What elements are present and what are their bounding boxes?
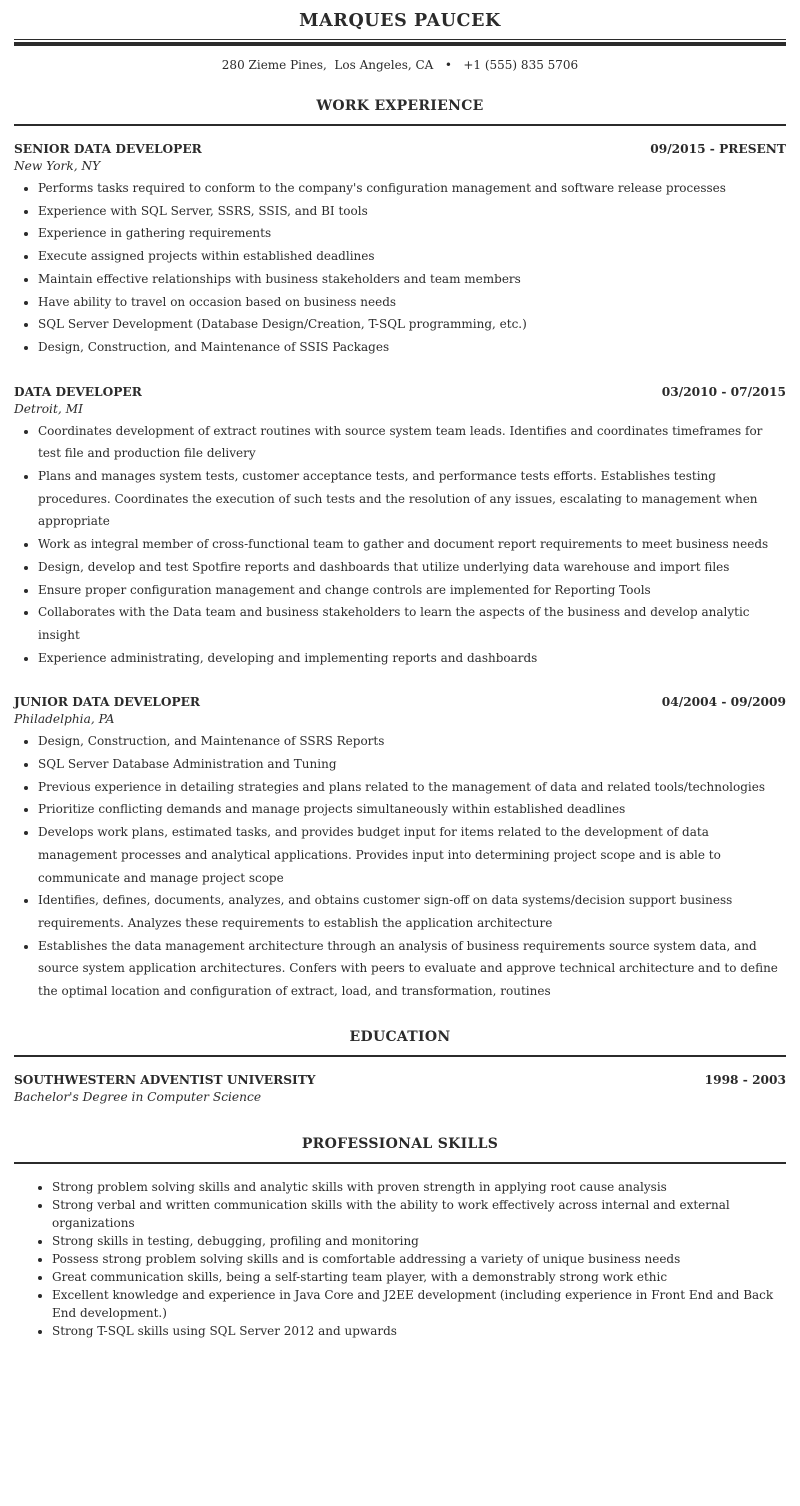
candidate-name: MARQUES PAUCEK	[299, 11, 501, 31]
section-rule	[14, 124, 786, 126]
duty-item: • Design, Construction, and Maintenance of SSIS Packages	[38, 336, 786, 359]
skill-item: • Strong skills in testing, debugging, profiling and monitoring	[52, 1232, 786, 1250]
duty-item: • Plans and manages system tests, customer acceptance tests, and performance tests efforts. Establishes testing procedures. Coordinates the execution of such tests and the resolution of any issues, escalating to management when appropriate	[38, 465, 786, 533]
job-entry	[14, 695, 786, 1002]
job-title: SENIOR DATA DEVELOPER	[14, 142, 202, 156]
duty-item: • Experience administrating, developing and implementing reports and dashboards	[38, 647, 786, 670]
skill-item: • Great communication skills, being a self-starting team player, with a demonstrably strong work ethic	[52, 1268, 786, 1286]
skills-list	[14, 1178, 786, 1340]
duty-item: • Experience with SQL Server, SSRS, SSIS, and BI tools	[38, 200, 786, 223]
job-header	[14, 695, 786, 712]
contact-line	[14, 58, 786, 74]
duty-item: • Prioritize conflicting demands and manage projects simultaneously within established deadlines	[38, 798, 786, 821]
duty-item: • Establishes the data management architecture through an analysis of business requirements source system data, and source system application architectures. Confers with peers to evaluate and approve technical architecture and to define the optimal location and configuration of extract, load, and transformation, routines	[38, 935, 786, 1003]
job-header	[14, 385, 786, 402]
duty-item: • Experience in gathering requirements	[38, 222, 786, 245]
job-location: New York, NY	[14, 159, 101, 173]
education-entry	[14, 1073, 786, 1108]
education-dates: 1998 - 2003	[704, 1072, 786, 1087]
education-section	[14, 1029, 786, 1108]
duty-item: • Previous experience in detailing strategies and plans related to the management of data and related tools/technologies	[38, 776, 786, 799]
separator-dot: •	[444, 58, 452, 72]
skill-item: • Strong T-SQL skills using SQL Server 2012 and upwards	[52, 1322, 786, 1340]
job-location: Philadelphia, PA	[14, 712, 115, 727]
header-rule-thin	[14, 39, 786, 40]
duty-item: • Design, Construction, and Maintenance of SSRS Reports	[38, 730, 786, 753]
skill-item: • Strong verbal and written communication skills with the ability to work effectively across internal and external organizations	[52, 1196, 786, 1232]
duty-list	[14, 730, 786, 1002]
duty-item: • Design, develop and test Spotfire reports and dashboards that utilize underlying data warehouse and import files	[38, 556, 786, 579]
job-entry	[14, 142, 786, 359]
duty-list	[14, 177, 786, 359]
duty-item: • Have ability to travel on occasion based on business needs	[38, 291, 786, 314]
duty-list	[14, 420, 786, 670]
section-title-skills: PROFESSIONAL SKILLS	[301, 1135, 499, 1152]
section-title-work: WORK EXPERIENCE	[316, 98, 484, 114]
job-dates: 04/2004 - 09/2009	[661, 695, 786, 710]
job-title: JUNIOR DATA DEVELOPER	[14, 695, 201, 710]
duty-item: • SQL Server Development (Database Design/Creation, T-SQL programming, etc.)	[38, 313, 786, 336]
header-rule-thick	[14, 42, 786, 46]
school-name: SOUTHWESTERN ADVENTIST UNIVERSITY	[14, 1072, 316, 1087]
section-title-education: EDUCATION	[349, 1028, 451, 1045]
skills-section	[14, 1136, 786, 1340]
phone: +1 (555) 835 5706	[463, 58, 579, 72]
duty-item: • Collaborates with the Data team and business stakeholders to learn the aspects of the business and develop analytic insight	[38, 601, 786, 646]
job-entry	[14, 385, 786, 670]
duty-item: • Work as integral member of cross-functional team to gather and document report requirements to meet business needs	[38, 533, 786, 556]
job-dates: 09/2015 - PRESENT	[650, 142, 786, 156]
duty-item: • Execute assigned projects within established deadlines	[38, 245, 786, 268]
skill-item: • Strong problem solving skills and analytic skills with proven strength in applying root cause analysis	[52, 1178, 786, 1196]
section-rule	[14, 1162, 786, 1164]
resume-page	[14, 0, 786, 1340]
skill-item: • Possess strong problem solving skills and is comfortable addressing a variety of unique business needs	[52, 1250, 786, 1268]
address: 280 Zieme Pines, Los Angeles, CA	[221, 58, 434, 72]
job-title: DATA DEVELOPER	[14, 384, 142, 399]
duty-item: • Develops work plans, estimated tasks, and provides budget input for items related to the development of data management processes and analytical applications. Provides input into determining project scope and is able to communicate and manage project scope	[38, 821, 786, 889]
section-rule	[14, 1055, 786, 1057]
duty-item: • Coordinates development of extract routines with source system team leads. Identifies and coordinates timeframes for test file and production file delivery	[38, 420, 786, 465]
duty-item: • Performs tasks required to conform to the company's configuration management and software release processes	[38, 177, 786, 200]
work-experience-section	[14, 98, 786, 1003]
education-header	[14, 1073, 786, 1090]
duty-item: • Ensure proper configuration management and change controls are implemented for Reporting Tools	[38, 579, 786, 602]
skill-item: • Excellent knowledge and experience in Java Core and J2EE development (including experience in Front End and Back End development.)	[52, 1286, 786, 1322]
duty-item: • Maintain effective relationships with business stakeholders and team members	[38, 268, 786, 291]
job-dates: 03/2010 - 07/2015	[661, 384, 786, 399]
duty-item: • Identifies, defines, documents, analyzes, and obtains customer sign-off on data systems/decision support business requirements. Analyzes these requirements to establish the application architecture	[38, 889, 786, 934]
job-location: Detroit, MI	[14, 401, 83, 416]
job-header	[14, 142, 786, 159]
degree: Bachelor's Degree in Computer Science	[14, 1089, 262, 1104]
duty-item: • SQL Server Database Administration and Tuning	[38, 753, 786, 776]
